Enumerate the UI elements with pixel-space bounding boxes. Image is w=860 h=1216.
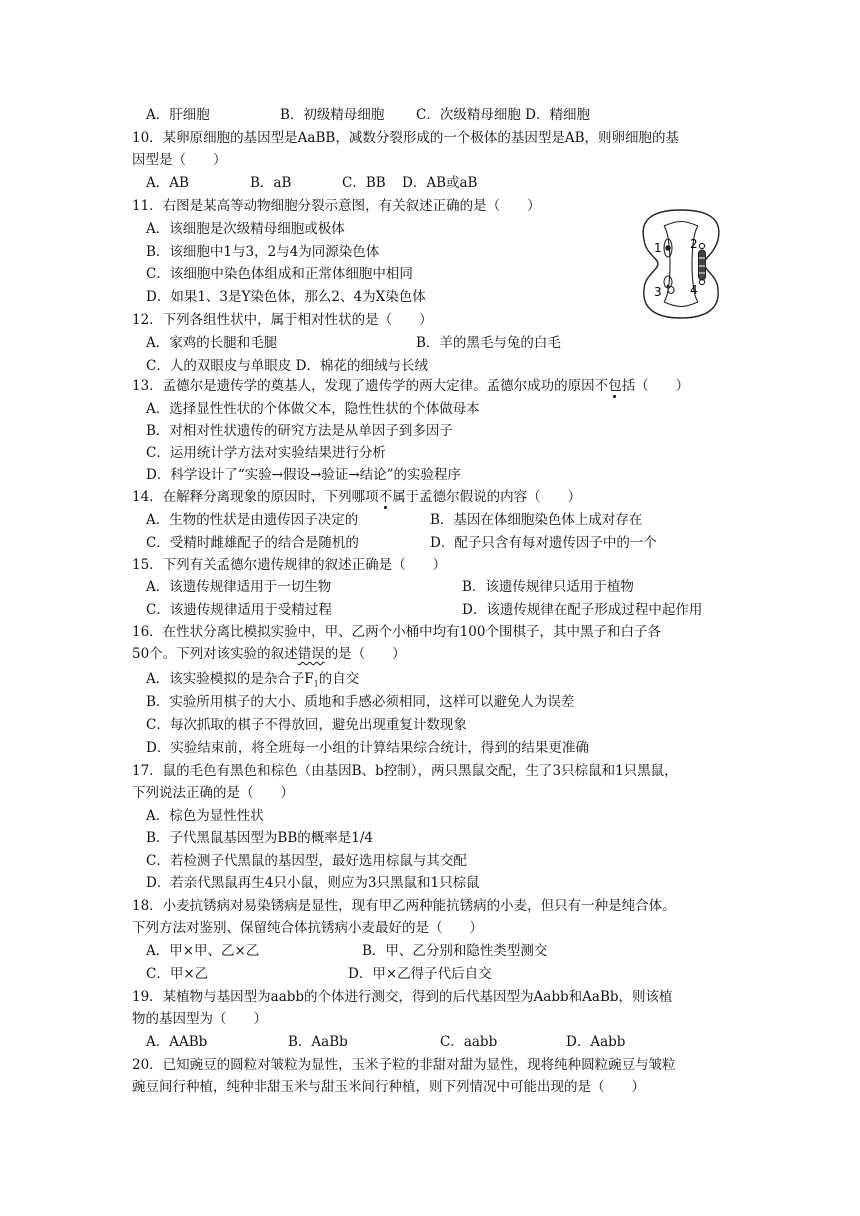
q16-option-a-subscript: 1 bbox=[313, 679, 319, 689]
q10-option-b: B．aB bbox=[250, 175, 292, 191]
q11-stem: 11．右图是某高等动物细胞分裂示意图，有关叙述正确的是（ ） bbox=[132, 198, 541, 214]
q10-stem-line2: 因型是（ ） bbox=[132, 152, 227, 168]
q19-option-b: B．AaBb bbox=[288, 1034, 348, 1050]
q13-option-a: A．选择显性性状的个体做父本，隐性性状的个体做母本 bbox=[146, 401, 480, 417]
q18-option-a: A．甲×甲、乙×乙 bbox=[146, 943, 260, 959]
q17-option-c: C．若检测子代黑鼠的基因型，最好选用棕鼠与其交配 bbox=[146, 853, 467, 869]
q15-option-a: A．该遗传规律适用于一切生物 bbox=[146, 579, 332, 595]
q18-stem-line1: 18．小麦抗锈病对易染锈病是显性，现有甲乙两种能抗锈病的小麦，但只有一种是纯合体。 bbox=[132, 898, 676, 914]
q13-emphasis-char: 包 bbox=[608, 378, 622, 394]
q18-stem-line2: 下列方法对鉴别、保留纯合体抗锈病小麦最好的是（ ） bbox=[132, 920, 483, 936]
q13-option-c: C．运用统计学方法对实验结果进行分析 bbox=[146, 445, 386, 461]
q12-stem: 12．下列各组性状中，属于相对性状的是（ ） bbox=[132, 312, 433, 328]
q16-option-a-post: 的自交 bbox=[318, 671, 360, 687]
q9-option-a: A．肝细胞 bbox=[146, 107, 210, 123]
q18-option-c: C．甲×乙 bbox=[146, 966, 209, 982]
q18-option-d: D．甲×乙得子代后自交 bbox=[348, 966, 492, 982]
q16-stem-pre: 50个。下列对该实验的叙述 bbox=[132, 646, 298, 662]
figure-label-3: 3 bbox=[654, 285, 662, 299]
q16-option-a bbox=[146, 670, 359, 694]
q19-stem-line1: 19．某植物与基因型为aabb的个体进行测交，得到的后代基因型为Aabb和AaBb，则该植 bbox=[132, 989, 673, 1005]
q11-option-d: D．如果1、3是Y染色体，那么2、4为X染色体 bbox=[146, 289, 426, 305]
figure-label-1: 1 bbox=[654, 241, 662, 255]
q13-option-b: B．对相对性状遗传的研究方法是从单因子到多因子 bbox=[146, 423, 453, 439]
q19-stem-line2: 物的基因型为（ ） bbox=[132, 1011, 267, 1027]
q14-option-c: C．受精时雌雄配子的结合是随机的 bbox=[146, 535, 359, 551]
q10-option-c: C．BB bbox=[342, 175, 386, 191]
q12-option-a: A．家鸡的长腿和毛腿 bbox=[146, 335, 278, 351]
figure-label-2: 2 bbox=[690, 237, 698, 251]
q12-option-cd: C．人的双眼皮与单眼皮 D．棉花的细绒与长绒 bbox=[146, 358, 428, 374]
q14-option-a: A．生物的性状是由遗传因子决定的 bbox=[146, 512, 359, 528]
q13-option-d: D．科学设计了“实验→假设→验证→结论”的实验程序 bbox=[146, 467, 462, 483]
q15-stem: 15．下列有关孟德尔遗传规律的叙述正确是（ ） bbox=[132, 557, 447, 573]
q16-stem-line1: 16．在性状分离比模拟实验中，甲、乙两个小桶中均有100个围棋子，其中黑子和白子各 bbox=[132, 624, 661, 640]
q16-option-b: B．实验所用棋子的大小、质地和手感必须相同，这样可以避免人为误差 bbox=[146, 694, 575, 710]
q16-option-d: D．实验结束前，将全班每一小组的计算结果综合统计，得到的结果更准确 bbox=[146, 740, 589, 756]
q17-option-d: D．若亲代黑鼠再生4只小鼠，则应为3只黑鼠和1只棕鼠 bbox=[146, 875, 480, 891]
q16-stem-line2 bbox=[132, 645, 406, 663]
q9-option-b: B．初级精母细胞 bbox=[280, 107, 385, 123]
q10-option-a: A．AB bbox=[146, 175, 189, 191]
q19-option-c: C．aabb bbox=[440, 1034, 498, 1050]
q19-option-a: A．AABb bbox=[146, 1034, 208, 1050]
q16-stem-post: 的是（ ） bbox=[324, 646, 406, 662]
q15-option-d: D．该遗传规律在配子形成过程中起作用 bbox=[462, 602, 703, 618]
figure-label-4: 4 bbox=[690, 283, 698, 297]
q16-option-c: C．每次抓取的棋子不得放回，避免出现重复计数现象 bbox=[146, 717, 467, 733]
q11-option-a: A．该细胞是次级精母细胞或极体 bbox=[146, 221, 345, 237]
cell-division-figure bbox=[638, 206, 724, 322]
q13-stem-post: 括（ ） bbox=[621, 378, 690, 394]
q20-stem-line2: 豌豆间行种植，纯种非甜玉米与甜玉米间行种植，则下列情况中可能出现的是（ ） bbox=[132, 1079, 645, 1095]
q14-option-d: D．配子只含有每对遗传因子中的一个 bbox=[430, 535, 657, 551]
q14-option-b: B．基因在体细胞染色体上成对存在 bbox=[430, 512, 643, 528]
q11-option-c: C．该细胞中染色体组成和正常体细胞中相同 bbox=[146, 266, 413, 282]
q15-option-b: B．该遗传规律只适用于植物 bbox=[462, 579, 634, 595]
q17-option-a: A．棕色为显性性状 bbox=[146, 808, 264, 824]
q10-stem-line1: 10．某卵原细胞的基因型是AaBB，减数分裂形成的一个极体的基因型是AB，则卵细胞的基 bbox=[132, 130, 679, 146]
q18-option-b: B．甲、乙分别和隐性类型测交 bbox=[362, 943, 548, 959]
q17-stem-line2: 下列说法正确的是（ ） bbox=[132, 785, 294, 801]
q14-stem-pre: 14．在解释分离现象的原因时，下列哪项 bbox=[132, 489, 379, 505]
q14-emphasis-char: 不 bbox=[378, 489, 393, 505]
q19-option-d: D．Aabb bbox=[566, 1034, 626, 1050]
q16-option-a-pre: A．该实验模拟的是杂合子F bbox=[146, 671, 314, 687]
q16-emphasis-wavy: 错误 bbox=[297, 646, 325, 662]
q11-option-b: B．该细胞中1与3，2与4为同源染色体 bbox=[146, 244, 380, 260]
q12-option-b: B．羊的黑毛与兔的白毛 bbox=[416, 335, 561, 351]
q10-option-d: D．AB或aB bbox=[402, 175, 478, 191]
q17-stem-line1: 17．鼠的毛色有黑色和棕色（由基因B、b控制），两只黑鼠交配，生了3只棕鼠和1只黑鼠， bbox=[132, 763, 678, 779]
q13-stem bbox=[132, 377, 689, 395]
q13-stem-pre: 13．孟德尔是遗传学的奠基人，发现了遗传学的两大定律。孟德尔成功的原因不 bbox=[132, 378, 609, 394]
q14-stem-post: 属于孟德尔假说的内容（ ） bbox=[392, 489, 582, 505]
q17-option-b: B．子代黑鼠基因型为BB的概率是1/4 bbox=[146, 830, 373, 846]
q14-stem bbox=[132, 488, 581, 506]
q20-stem-line1: 20．已知豌豆的圆粒对皱粒为显性，玉米子粒的非甜对甜为显性，现将纯种圆粒豌豆与皱粒 bbox=[132, 1057, 676, 1073]
q15-option-c: C．该遗传规律适用于受精过程 bbox=[146, 602, 332, 618]
q9-option-cd: C．次级精母细胞 D．精细胞 bbox=[416, 107, 590, 123]
